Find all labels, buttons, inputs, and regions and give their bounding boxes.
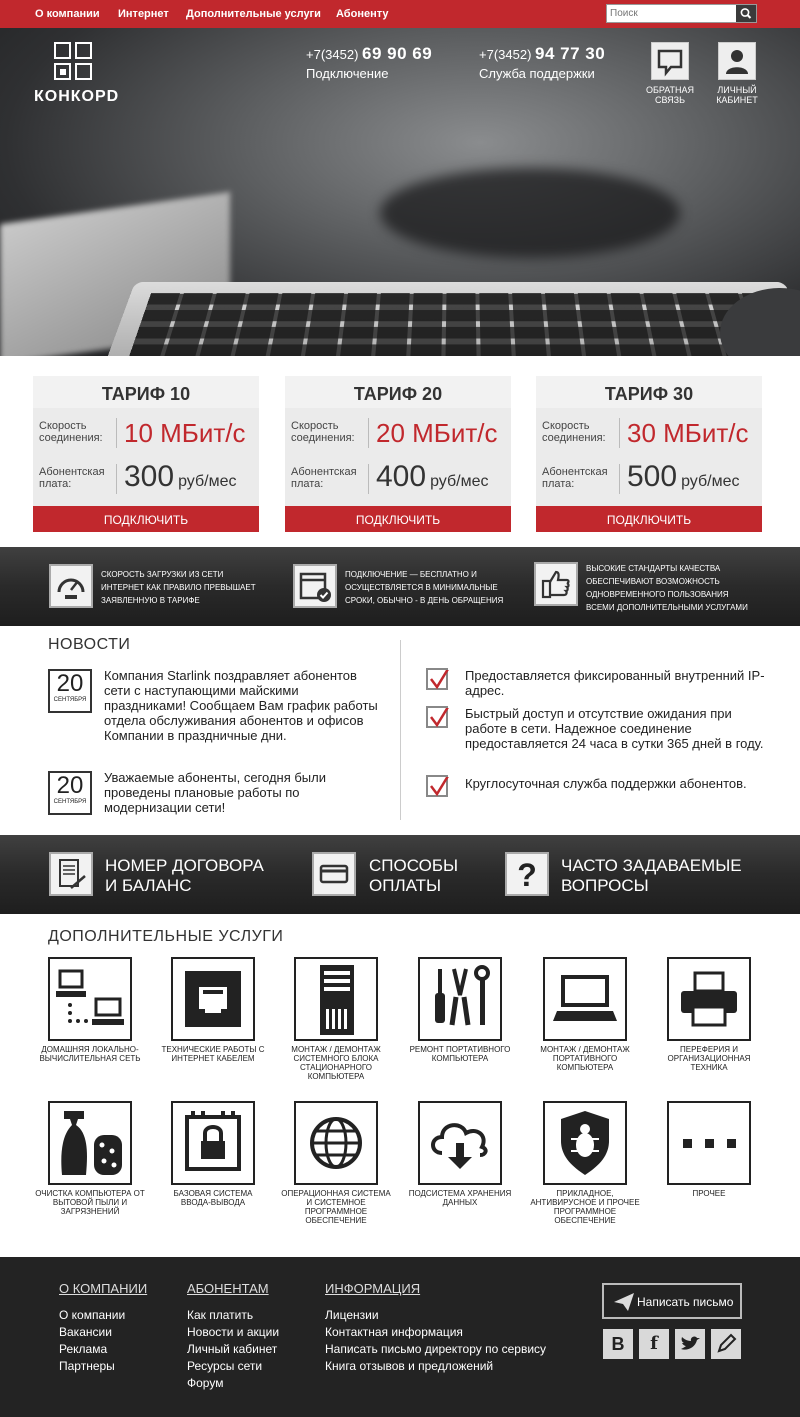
news-title: НОВОСТИ [48, 636, 131, 653]
feature-text-line: ПОДКЛЮЧЕНИЕ — БЕСПЛАТНО И [345, 570, 477, 579]
service-caption: ОЧИСТКА КОМПЬЮТЕРА ОТ ВЫТОВОЙ ПЫЛИ И ЗАГРЯЗНЕНИЙ [35, 1189, 145, 1216]
feature-text-line: ИНТЕРНЕТ КАК ПРАВИЛО ПРЕВЫШАЕТ [101, 583, 256, 592]
footer-link[interactable]: Вакансии [59, 1325, 112, 1339]
quick-link-line: ВОПРОСЫ [561, 876, 649, 895]
thumbs-up-icon [536, 564, 576, 604]
footer-column-subscribers [187, 1281, 279, 1392]
speed-label: Скорость соединения: [542, 420, 606, 444]
cabinet-button[interactable] [705, 42, 769, 105]
fee-label: Абонентская плата: [542, 466, 608, 490]
feature-text-line: ОСУЩЕСТВЛЯЕТСЯ В МИНИМАЛЬНЫЕ [345, 583, 498, 592]
question-icon [507, 854, 547, 894]
feature-text-line: ЗАЯВЛЕННУЮ В ТАРИФЕ [101, 596, 200, 605]
news-month: СЕНТЯБРЯ [53, 799, 87, 805]
tools-icon [420, 959, 500, 1039]
features-band [0, 547, 800, 626]
logo-text: КОНКОРD [34, 88, 120, 105]
tariff-price: 300 [124, 460, 175, 493]
service-item[interactable] [409, 957, 511, 1063]
service-item[interactable] [171, 1101, 255, 1207]
footer-link[interactable]: Книга отзывов и предложений [325, 1359, 494, 1373]
feature-text-line: ОДНОВРЕМЕННОГО ПОЛЬЗОВАНИЯ [586, 590, 729, 599]
contract-balance-link[interactable] [105, 856, 264, 896]
footer-link[interactable]: О компании [59, 1308, 126, 1322]
twitter-icon[interactable] [675, 1329, 705, 1359]
edit-icon[interactable] [711, 1329, 741, 1359]
tariff-title: ТАРИФ 10 [33, 376, 259, 408]
footer-column-info [325, 1281, 546, 1375]
service-caption: БАЗОВАЯ СИСТЕМА ВВОДА-ВЫВОДА [173, 1189, 253, 1207]
connect-button[interactable]: ПОДКЛЮЧИТЬ [33, 506, 259, 532]
hero-keys-image [128, 293, 792, 356]
footer-link[interactable]: Как платить [187, 1308, 254, 1322]
feature-text-line: СКОРОСТЬ ЗАГРУЗКИ ИЗ СЕТИ [101, 570, 224, 579]
footer-heading[interactable]: АБОНЕНТАМ [187, 1281, 269, 1296]
footer-heading[interactable]: О КОМПАНИИ [59, 1281, 148, 1296]
service-item[interactable] [540, 957, 630, 1072]
benefit-text: Предоставляется фиксированный внутренний IP-адрес. [465, 668, 765, 698]
logo-icon [54, 42, 94, 82]
speedometer-icon [51, 566, 91, 606]
service-caption: ДОМАШНЯЯ ЛОКАЛЬНО- ВЫЧИСЛИТЕЛЬНАЯ СЕТЬ [39, 1045, 141, 1063]
services-title: ДОПОЛНИТЕЛЬНЫЕ УСЛУГИ [48, 928, 284, 945]
hero-background-shape [380, 168, 680, 258]
nav-item-internet[interactable]: Интернет [118, 8, 169, 20]
news-month: СЕНТЯБРЯ [53, 697, 87, 703]
service-item[interactable] [667, 957, 751, 1072]
service-caption: ПОДСИСТЕМА ХРАНЕНИЯ ДАННЫХ [408, 1189, 512, 1207]
service-caption: ПЕРЕФЕРИЯ И ОРГАНИЗАЦИОННАЯ ТЕХНИКА [667, 1045, 751, 1072]
shield-bug-icon [545, 1103, 625, 1183]
phone-number[interactable]: 69 90 69 [362, 44, 433, 63]
divider [116, 418, 117, 448]
footer-link[interactable]: Написать письмо директору по сервису [325, 1342, 547, 1356]
footer-link[interactable]: Партнеры [59, 1359, 115, 1373]
benefit-text: Круглосуточная служба поддержки абонентов. [465, 776, 747, 791]
payment-methods-link[interactable] [369, 856, 458, 896]
service-item[interactable] [39, 957, 141, 1063]
checkmark-icon [426, 706, 448, 728]
service-caption: РЕМОНТ ПОРТАТИВНОГО КОМПЬЮТЕРА [409, 1045, 511, 1063]
divider [619, 464, 620, 494]
card-icon [314, 854, 354, 894]
service-item[interactable] [408, 1101, 512, 1207]
write-letter-button[interactable] [602, 1283, 742, 1319]
news-date-badge [48, 669, 92, 713]
news-date-badge [48, 771, 92, 815]
tariff-title: ТАРИФ 30 [536, 376, 762, 408]
service-item[interactable] [161, 957, 265, 1063]
footer [0, 1257, 800, 1417]
service-caption: ТЕХНИЧЕСКИЕ РАБОТЫ С ИНТЕРНЕТ КАБЕЛЕМ [161, 1045, 265, 1063]
feature-text-line: ОБЕСПЕЧИВАЮТ ВОЗМОЖНОСТЬ [586, 577, 720, 586]
tariff-speed: 30 МБит/с [627, 418, 749, 448]
tariff-speed: 10 МБит/с [124, 418, 246, 448]
quick-link-line: ЧАСТО ЗАДАВАЕМЫЕ [561, 856, 742, 875]
server-tower-icon [296, 959, 376, 1039]
divider [368, 464, 369, 494]
search-box [606, 4, 757, 23]
price-unit: руб/мес [430, 473, 489, 490]
news-item-text[interactable]: Компания Starlink поздравляет абонентов сети с наступающими майскими праздниками! Сообщаем Вам график работы отдела обслуживания абонентов и офисов Компании в праздничные дни. [104, 668, 378, 743]
feature-text-line: СРОКИ, ОБЫЧНО - В ДЕНЬ ОБРАЩЕНИЯ [345, 596, 504, 605]
connect-button[interactable]: ПОДКЛЮЧИТЬ [536, 506, 762, 532]
fee-label: Абонентская плата: [291, 466, 357, 490]
quick-links-band [0, 835, 800, 914]
footer-heading[interactable]: ИНФОРМАЦИЯ [325, 1281, 421, 1296]
price-unit: руб/мес [681, 473, 740, 490]
service-item[interactable] [530, 1101, 640, 1225]
nav-item-subscriber[interactable]: Абоненту [336, 8, 389, 20]
cloud-download-icon [420, 1103, 500, 1183]
svg-text:?: ? [517, 857, 537, 893]
footer-link[interactable]: Личный кабинет [187, 1342, 278, 1356]
globe-icon [296, 1103, 376, 1183]
ethernet-port-icon [173, 959, 253, 1039]
quick-link-line: ОПЛАТЫ [369, 876, 442, 895]
faq-button-icon[interactable] [505, 852, 549, 896]
benefit-text: Быстрый доступ и отсутствие ожидания при работе в сети. Надежное соединение предоставляется 24 часа в сутки 365 дней в году. [465, 706, 764, 751]
cabinet-label: ЛИЧНЫЙ КАБИНЕТ [716, 85, 758, 105]
footer-link[interactable]: Лицензии [325, 1308, 379, 1322]
more-dots-icon [669, 1103, 749, 1183]
divider [619, 418, 620, 448]
tariff-price: 500 [627, 460, 678, 493]
facebook-icon[interactable]: f [639, 1329, 669, 1359]
tariff-price: 400 [376, 460, 427, 493]
chat-bubble-icon [652, 43, 688, 79]
service-item[interactable] [667, 1101, 751, 1198]
checkmark-icon [426, 775, 448, 797]
calendar-check-icon [295, 566, 335, 606]
nav-item-company[interactable]: О компании [35, 8, 100, 20]
price-unit: руб/мес [178, 473, 237, 490]
payment-button-icon[interactable] [312, 852, 356, 896]
feedback-button[interactable] [638, 42, 702, 105]
phone-number[interactable]: 94 77 30 [535, 44, 606, 63]
contract-icon [51, 854, 91, 894]
phone-label: Служба поддержки [479, 66, 595, 81]
phone-support [479, 44, 605, 81]
contract-button-icon[interactable] [49, 852, 93, 896]
news-day: 20 [56, 670, 84, 697]
feature-text-line: ВСЕМИ ДОПОЛНИТЕЛЬНЫМИ УСЛУГАМИ [586, 603, 748, 612]
tariff-card-10 [33, 376, 259, 526]
tariff-title: ТАРИФ 20 [285, 376, 511, 408]
connect-button[interactable]: ПОДКЛЮЧИТЬ [285, 506, 511, 532]
service-caption: МОНТАЖ / ДЕМОНТАЖ СИСТЕМНОГО БЛОКА СТАЦИОНАРНОГО КОМПЬЮТЕРА [291, 1045, 381, 1081]
phone-prefix: +7(3452) [479, 47, 532, 62]
divider [116, 464, 117, 494]
service-caption: ПРОЧЕЕ [692, 1189, 726, 1198]
news-item-text[interactable]: Уважаемые абоненты, сегодня были проведены плановые работы по модернизации сети! [104, 770, 326, 815]
footer-column-company [59, 1281, 147, 1375]
cleaning-icon [50, 1103, 130, 1183]
feature-text-line: ВЫСОКИЕ СТАНДАРТЫ КАЧЕСТВА [586, 564, 721, 573]
speed-label: Скорость соединения: [291, 420, 355, 444]
quick-link-line: НОМЕР ДОГОВОРА [105, 856, 264, 875]
checkmark-icon [426, 668, 448, 690]
service-caption: ПРИКЛАДНОЕ, АНТИВИРУСНОЕ И ПРОЧЕЕ ПРОГРАММНОЕ ОБЕСПЕЧЕНИЕ [530, 1189, 640, 1225]
local-network-icon [50, 959, 130, 1039]
fee-label: Абонентская плата: [39, 466, 105, 490]
nav-item-services[interactable]: Дополнительные услуги [186, 8, 321, 20]
divider [368, 418, 369, 448]
service-caption: ОПЕРАЦИОННАЯ СИСТЕМА И СИСТЕМНОЕ ПРОГРАММНОЕ ОБЕСПЕЧЕНИЕ [281, 1189, 391, 1225]
service-item[interactable] [291, 957, 381, 1081]
search-button[interactable] [736, 5, 756, 22]
faq-link[interactable] [561, 856, 742, 896]
phone-prefix: +7(3452) [306, 47, 359, 62]
news-day: 20 [56, 772, 84, 799]
footer-link[interactable]: Контактная информация [325, 1325, 463, 1339]
write-letter-label: Написать письмо [637, 1295, 734, 1309]
news-divider [400, 640, 401, 820]
quick-link-line: СПОСОБЫ [369, 856, 459, 875]
footer-link[interactable]: Реклама [59, 1342, 108, 1356]
phone-connection [306, 44, 432, 81]
phone-label: Подключение [306, 66, 389, 81]
search-input[interactable] [607, 5, 737, 22]
tariff-card-30 [536, 376, 762, 526]
service-item[interactable] [281, 1101, 391, 1225]
quick-link-line: И БАЛАНС [105, 876, 192, 895]
tariff-speed: 20 МБит/с [376, 418, 498, 448]
feedback-label: ОБРАТНАЯ СВЯЗЬ [645, 85, 695, 105]
hero-banner [0, 28, 800, 356]
printer-icon [669, 959, 749, 1039]
speed-label: Скорость соединения: [39, 420, 103, 444]
laptop-icon [545, 959, 625, 1039]
chip-lock-icon [173, 1103, 253, 1183]
footer-link[interactable]: Ресурсы сети [187, 1359, 263, 1373]
search-icon [736, 5, 756, 22]
send-icon [612, 1290, 636, 1314]
tariff-card-20 [285, 376, 511, 526]
vk-icon[interactable]: B [603, 1329, 633, 1359]
service-caption: МОНТАЖ / ДЕМОНТАЖ ПОРТАТИВНОГО КОМПЬЮТЕРА [540, 1045, 630, 1072]
user-icon [719, 43, 755, 79]
footer-link[interactable]: Новости и акции [187, 1325, 280, 1339]
service-item[interactable] [35, 1101, 145, 1216]
top-nav [0, 0, 800, 28]
footer-link[interactable]: Форум [187, 1376, 224, 1390]
